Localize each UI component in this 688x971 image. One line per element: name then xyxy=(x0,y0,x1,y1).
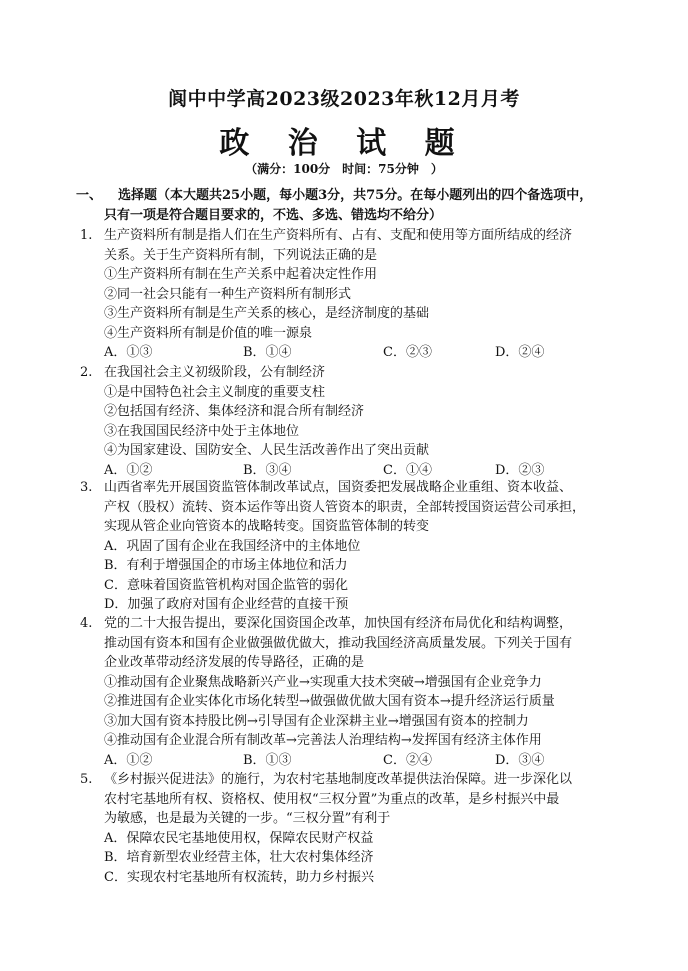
question-number: 4. xyxy=(80,616,93,631)
question-stem-line: 实现从管企业向管资本的战略转变。国资监管体制的转变 xyxy=(104,519,430,534)
question-3 xyxy=(80,478,620,615)
question-stem-line: 企业改革带动经济发展的传导路径，正确的是 xyxy=(104,655,365,670)
question-stem-line: 生产资料所有制是指人们在生产资料所有、占有、支配和使用等方面所结成的经济 xyxy=(104,228,573,243)
statement-item: ④生产资料所有制是价值的唯一源泉 xyxy=(104,325,313,341)
question-2 xyxy=(80,363,620,480)
option-b[interactable]: B．①③ xyxy=(243,752,292,768)
statement-item: ③生产资料所有制是生产关系的核心，是经济制度的基础 xyxy=(104,306,430,321)
subject-title: 政 治 试 题 xyxy=(219,126,469,161)
question-number: 1. xyxy=(80,228,93,243)
section-line-2: 只有一项是符合题目要求的，不选、多选、错选均不给分） xyxy=(104,208,443,223)
question-stem-line: 产权（股权）流转、资本运作等出资人管资本的职责，全部转授国资运营公司承担， xyxy=(104,499,586,515)
question-stem-line: 为敏感，也是最为关键的一步。“三权分置”有利于 xyxy=(104,811,391,826)
question-stem-line: 山西省率先开展国资监管体制改革试点，国资委把发展战略企业重组、资本收益、 xyxy=(104,480,573,495)
statement-item: ①生产资料所有制在生产关系中起着决定性作用 xyxy=(104,267,378,282)
statement-item: ④推动国有企业混合所有制改革→完善法人治理结构→发挥国有经济主体作用 xyxy=(104,733,542,748)
section-line-1: 选择题（本大题共25小题，每小题3分，共75分。在每小题列出的四个备选项中， xyxy=(118,188,593,203)
option-c[interactable]: C．实现农村宅基地所有权流转，助力乡村振兴 xyxy=(104,869,374,885)
option-c[interactable]: C．②③ xyxy=(383,345,432,360)
option-b[interactable]: B．有利于增强国企的市场主体地位和活力 xyxy=(104,558,348,573)
section-number: 一、 xyxy=(76,188,103,203)
option-c[interactable]: C．②④ xyxy=(383,752,432,768)
question-stem-line: 《乡村振兴促进法》的施行，为农村宅基地制度改革提供法治保障。进一步深化以 xyxy=(104,772,573,787)
statement-item: ①推动国有企业聚焦战略新兴产业→实现重大技术突破→增强国有企业竞争力 xyxy=(104,674,542,690)
answer-options xyxy=(80,751,620,771)
question-4 xyxy=(80,614,620,770)
statement-item: ②同一社会只能有一种生产资料所有制形式 xyxy=(104,286,352,302)
statement-item: ③在我国国民经济中处于主体地位 xyxy=(104,423,300,439)
option-d[interactable]: D．加强了政府对国有企业经营的直接干预 xyxy=(104,597,349,612)
exam-info: （满分：100分 时间：75分钟 ） xyxy=(245,162,443,176)
question-number: 5. xyxy=(80,772,93,787)
question-1 xyxy=(80,226,620,363)
question-stem-line: 农村宅基地所有权、资格权、使用权“三权分置”为重点的改革，是乡村振兴中最 xyxy=(104,791,560,807)
option-a[interactable]: A．巩固了国有企业在我国经济中的主体地位 xyxy=(104,538,361,554)
option-a[interactable]: A．①② xyxy=(104,462,153,478)
statement-item: ②包括国有经济、集体经济和混合所有制经济 xyxy=(104,404,365,419)
option-a[interactable]: A．保障农民宅基地使用权，保障农民财产权益 xyxy=(104,830,374,846)
option-d[interactable]: D．②④ xyxy=(495,345,545,360)
option-b[interactable]: B．③④ xyxy=(243,462,292,478)
option-d[interactable]: D．②③ xyxy=(495,462,545,478)
statement-item: ①是中国特色社会主义制度的重要支柱 xyxy=(104,384,326,400)
question-stem-line: 在我国社会主义初级阶段，公有制经济 xyxy=(104,365,326,380)
option-c[interactable]: C．①④ xyxy=(383,462,432,478)
question-number: 2. xyxy=(80,365,93,380)
question-stem-line: 关系。关于生产资料所有制，下列说法正确的是 xyxy=(104,247,378,263)
option-b[interactable]: B．培育新型农业经营主体，壮大农村集体经济 xyxy=(104,850,374,865)
option-a[interactable]: A．①③ xyxy=(104,345,153,360)
statement-item: ④为国家建设、国防安全、人民生活改善作出了突出贡献 xyxy=(104,443,430,458)
exam-title: 阆中中学高2023级2023年秋12月月考 xyxy=(168,88,520,110)
option-c[interactable]: C．意味着国资监管机构对国企监管的弱化 xyxy=(104,577,348,593)
option-a[interactable]: A．①② xyxy=(104,752,153,768)
question-stem-line: 推动国有资本和国有企业做强做优做大，推动我国经济高质量发展。下列关于国有 xyxy=(104,635,573,651)
question-5 xyxy=(80,770,620,887)
question-stem-line: 党的二十大报告提出，要深化国资国企改革，加快国有经济布局优化和结构调整， xyxy=(104,616,573,631)
question-number: 3. xyxy=(80,480,93,495)
option-b[interactable]: B．①④ xyxy=(243,345,292,360)
option-d[interactable]: D．③④ xyxy=(495,752,545,768)
statement-item: ③加大国有资本持股比例→引导国有企业深耕主业→增强国有资本的控制力 xyxy=(104,713,529,729)
answer-options xyxy=(80,343,620,363)
statement-item: ②推进国有企业实体化市场化转型→做强做优做大国有资本→提升经济运行质量 xyxy=(104,694,555,709)
